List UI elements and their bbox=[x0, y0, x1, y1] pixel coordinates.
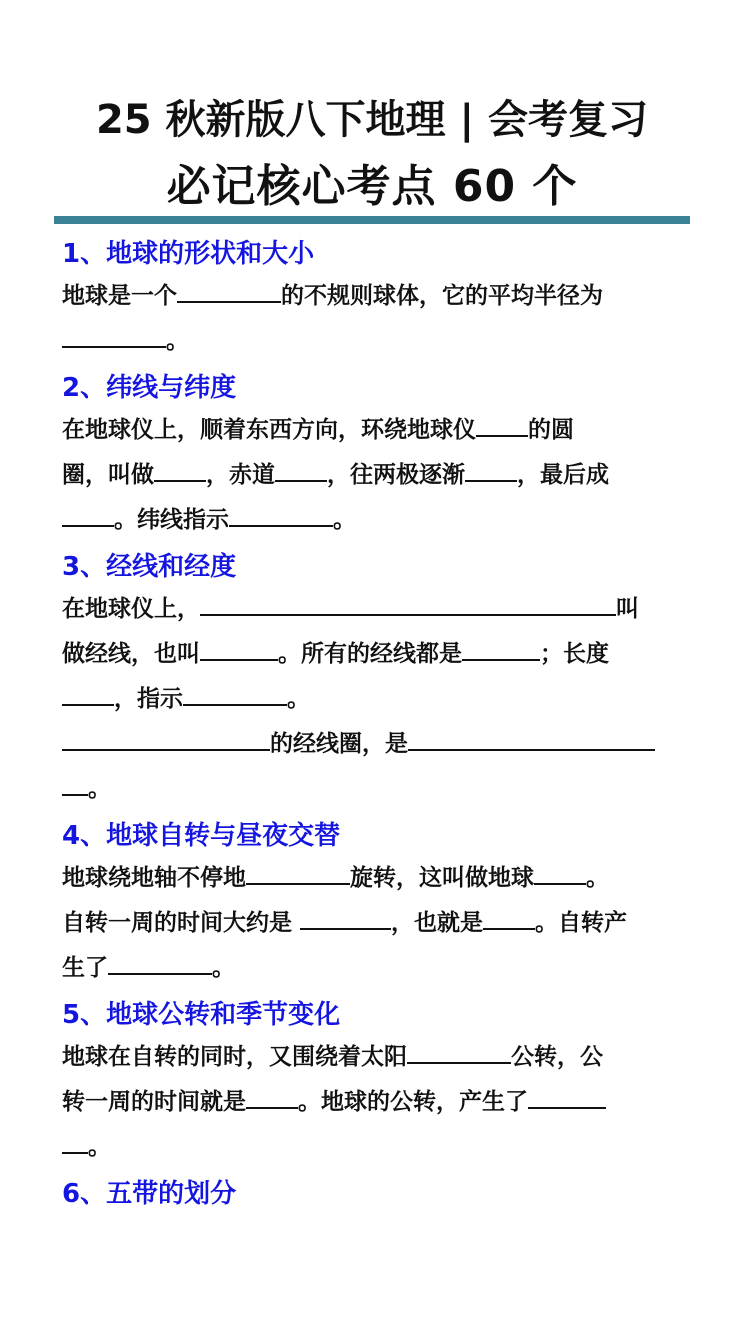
text-segment: 。所有的经线都是 bbox=[278, 641, 462, 667]
text-segment: 。 bbox=[88, 776, 111, 802]
text-segment: ，也就是 bbox=[391, 910, 484, 936]
fill-in-blank[interactable] bbox=[177, 300, 281, 303]
text-line bbox=[62, 274, 684, 319]
text-segment: ，指示 bbox=[114, 686, 183, 712]
page-subtitle: 必记核心考点 60 个 bbox=[166, 161, 578, 212]
fill-in-blank[interactable] bbox=[465, 479, 517, 482]
text-segment: 叫 bbox=[616, 596, 639, 622]
fill-in-blank[interactable] bbox=[275, 479, 327, 482]
page-title: 25 秋新版八下地理 | 会考复习 bbox=[95, 97, 649, 143]
fill-in-blank[interactable] bbox=[408, 748, 655, 751]
text-line bbox=[62, 677, 684, 722]
text-segment: ，赤道 bbox=[206, 462, 275, 488]
fill-in-blank[interactable] bbox=[246, 882, 350, 885]
text-line bbox=[62, 319, 684, 364]
text-line bbox=[62, 408, 684, 453]
fill-in-blank[interactable] bbox=[183, 703, 287, 706]
text-segment: 。 bbox=[166, 328, 189, 354]
text-line bbox=[62, 498, 684, 543]
fill-in-blank[interactable] bbox=[483, 927, 535, 930]
text-line bbox=[62, 1035, 684, 1080]
text-segment: 的经线圈，是 bbox=[270, 731, 408, 757]
title-divider bbox=[54, 216, 690, 224]
fill-in-blank[interactable] bbox=[62, 748, 270, 751]
fill-in-blank[interactable] bbox=[108, 972, 212, 975]
text-line bbox=[62, 767, 684, 812]
text-segment: 转一周的时间就是 bbox=[62, 1089, 246, 1115]
text-segment: 旋转，这叫做地球 bbox=[350, 865, 534, 891]
section-heading: 6、五带的划分 bbox=[62, 1179, 237, 1209]
text-line bbox=[62, 946, 684, 991]
text-segment: 。 bbox=[88, 1134, 111, 1160]
text-segment: 做经线，也叫 bbox=[62, 641, 200, 667]
fill-in-blank[interactable] bbox=[62, 703, 114, 706]
text-segment: 。 bbox=[586, 865, 609, 891]
text-line bbox=[62, 856, 684, 901]
section-heading: 5、地球公转和季节变化 bbox=[62, 1000, 341, 1030]
text-line bbox=[62, 722, 684, 767]
fill-in-blank[interactable] bbox=[62, 345, 166, 348]
text-segment: 地球是一个 bbox=[62, 283, 177, 309]
section-heading: 4、地球自转与昼夜交替 bbox=[62, 821, 341, 851]
text-segment: 地球绕地轴不停地 bbox=[62, 865, 246, 891]
fill-in-blank[interactable] bbox=[200, 658, 278, 661]
fill-in-blank[interactable] bbox=[407, 1061, 511, 1064]
text-line bbox=[62, 1080, 684, 1125]
fill-in-blank[interactable] bbox=[154, 479, 206, 482]
text-segment: 在地球仪上， bbox=[62, 596, 200, 622]
fill-in-blank[interactable] bbox=[62, 793, 88, 796]
section-heading: 3、经线和经度 bbox=[62, 552, 237, 582]
fill-in-blank[interactable] bbox=[246, 1106, 298, 1109]
text-segment: 在地球仪上，顺着东西方向，环绕地球仪 bbox=[62, 417, 476, 443]
text-segment: ，往两极逐渐 bbox=[327, 462, 465, 488]
text-line bbox=[62, 453, 684, 498]
text-segment: 。 bbox=[287, 686, 310, 712]
fill-in-blank[interactable] bbox=[528, 1106, 606, 1109]
text-segment: 生了 bbox=[62, 955, 108, 981]
text-segment: 地球在自转的同时，又围绕着太阳 bbox=[62, 1044, 407, 1070]
text-line bbox=[62, 632, 684, 677]
text-segment: ；长度 bbox=[540, 641, 609, 667]
text-line bbox=[62, 587, 684, 632]
text-segment: 。 bbox=[333, 507, 356, 533]
section-heading: 2、纬线与纬度 bbox=[62, 373, 237, 403]
text-segment: 的圆 bbox=[528, 417, 574, 443]
fill-in-blank[interactable] bbox=[200, 613, 616, 616]
text-segment: 。纬线指示 bbox=[114, 507, 229, 533]
fill-in-blank[interactable] bbox=[229, 524, 333, 527]
text-segment: 自转一周的时间大约是 bbox=[62, 910, 301, 936]
text-segment: 。自转产 bbox=[535, 910, 628, 936]
study-notes bbox=[62, 230, 684, 1214]
text-line bbox=[62, 1125, 684, 1170]
text-segment: 。 bbox=[212, 955, 235, 981]
text-segment: 的不规则球体，它的平均半径为 bbox=[281, 283, 603, 309]
text-segment: 公转，公 bbox=[511, 1044, 603, 1070]
fill-in-blank[interactable] bbox=[476, 434, 528, 437]
text-segment: ，最后成 bbox=[517, 462, 609, 488]
text-line bbox=[62, 901, 684, 946]
fill-in-blank[interactable] bbox=[300, 927, 391, 930]
fill-in-blank[interactable] bbox=[462, 658, 540, 661]
text-segment: 圈，叫做 bbox=[62, 462, 154, 488]
text-segment: 。地球的公转，产生了 bbox=[298, 1089, 528, 1115]
fill-in-blank[interactable] bbox=[534, 882, 586, 885]
fill-in-blank[interactable] bbox=[62, 524, 114, 527]
fill-in-blank[interactable] bbox=[62, 1151, 88, 1154]
section-heading: 1、地球的形状和大小 bbox=[62, 239, 315, 269]
